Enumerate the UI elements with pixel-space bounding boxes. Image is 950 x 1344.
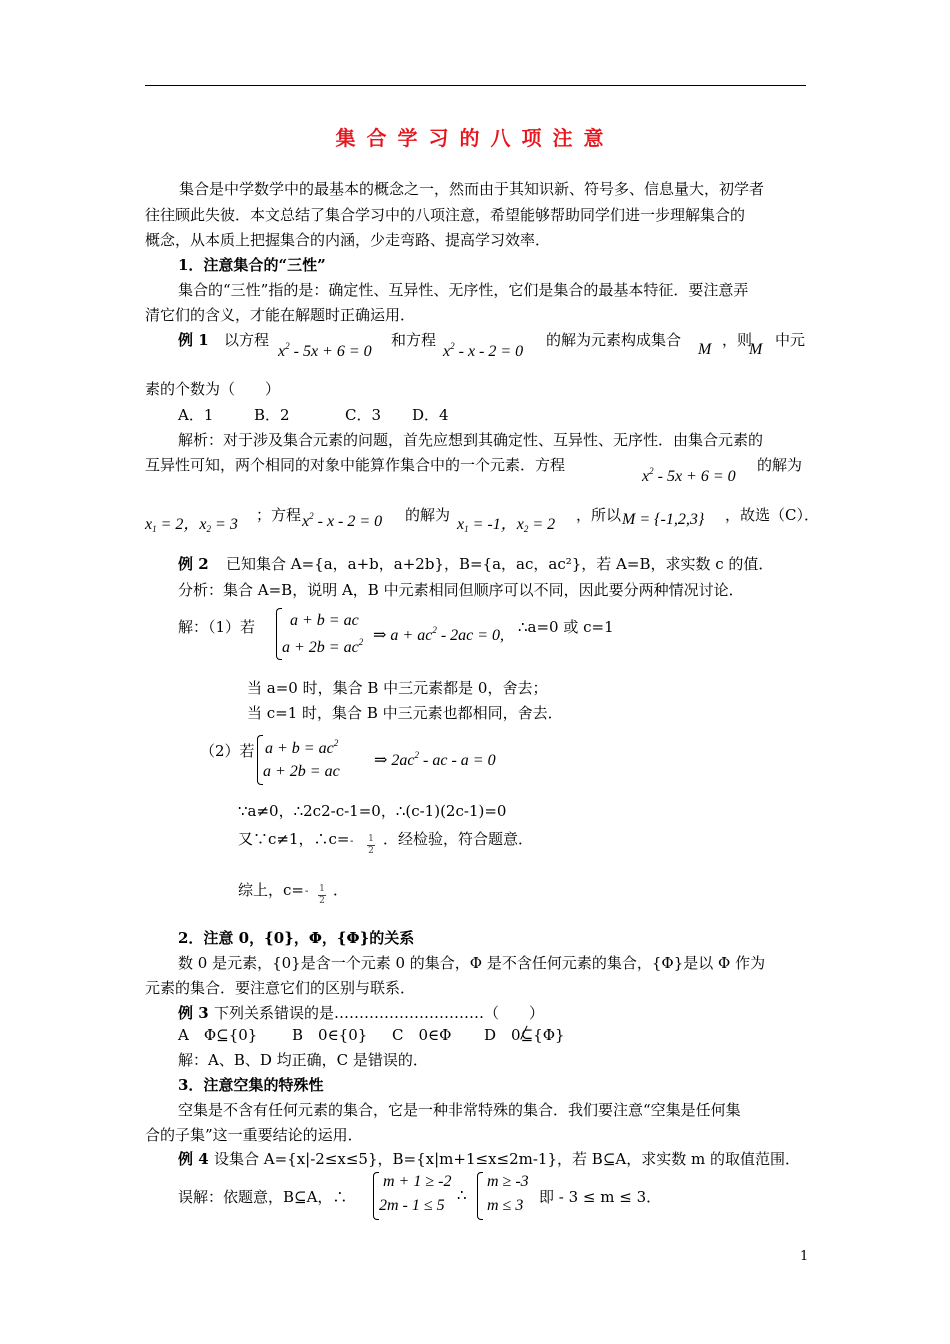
case1-eq-1: a + b = ac [290, 612, 359, 629]
section-3-heading: 3．注意空集的特殊性 [178, 1076, 324, 1094]
ex3-option-c: C 0∈Φ [392, 1026, 452, 1044]
wrong-eq-3: m ≥ -3 [487, 1173, 529, 1190]
ex1-option-b: B．2 [254, 406, 290, 424]
ex1-answer-text: ，所以 [576, 506, 622, 524]
summary-b: ． [333, 881, 349, 899]
section-2-heading: 2．注意 0，{0}，Φ，{Φ}的关系 [178, 929, 415, 947]
ex1-equation-1: $x^2 - 5x + 6 = 0$ [278, 341, 372, 360]
wrong-eq-2: 2m - 1 ≤ 5 [379, 1197, 445, 1214]
intro-line-2: 往往顾此失彼．本文总结了集合学习中的八项注意，希望能够帮助同学们进一步理解集合的 [145, 206, 746, 224]
intro-line-1: 集合是中学数学中的最基本的概念之一，然而由于其知识新、符号多、信息量大，初学者 [179, 180, 765, 198]
header-rule [145, 85, 806, 86]
wrong-eq-4: m ≤ 3 [487, 1197, 524, 1214]
set-M-symbol: M [749, 341, 763, 358]
fraction-one-half: 1 2 [368, 834, 374, 856]
intro-line-3: 概念，从本质上把握集合的内涵，少走弯路、提高学习效率． [145, 231, 551, 249]
s3-para-2: 合的子集”这一重要结论的运用． [145, 1126, 363, 1144]
ex4-text: 设集合 A={x|-2≤x≤5}，B={x|m+1≤x≤2m-1}，若 B⊆A，求实数 m 的取值范围． [214, 1150, 800, 1168]
page-number: 1 [800, 1249, 809, 1264]
case1-note-1: 当 a=0 时，集合 B 中三元素都是 0，舍去； [247, 679, 548, 697]
case2-label: （2）若 [200, 742, 255, 760]
ex1-text-d: ，则 [722, 331, 753, 349]
case2-line-2b: ．经检验，符合题意． [383, 830, 534, 848]
case1-implication: ⇒ $a + ac^2 - 2ac = 0$, [373, 625, 505, 644]
case2-line-2a: 又∵c≠1，∴c= [238, 830, 350, 848]
case1-note-2: 当 c=1 时，集合 B 中三元素也都相同，舍去． [247, 704, 563, 722]
wrong-solution-label: 误解：依题意，B⊆A，∴ [178, 1188, 348, 1206]
s1-para-1: 集合的“三性”指的是：确定性、互异性、无序性，它们是集合的最基本特征．要注意弄 [178, 281, 749, 299]
ex1-roots-1: $x_1 = 2$，$x_2 = 3$ [145, 516, 238, 534]
s2-para-1: 数 0 是元素，{0}是含一个元素 0 的集合，Φ 是不含任何元素的集合，{Φ}是以 Φ 作为 [178, 954, 766, 972]
ex3-answer: 解：A、B、D 均正确，C 是错误的． [178, 1051, 428, 1069]
ex1-answer-line-1: 解析：对于涉及集合元素的问题，首先应想到其确定性、互异性、无序性．由集合元素的 [178, 431, 764, 449]
minus-sign: - [350, 836, 354, 847]
example-4-label: 例 4 [178, 1150, 209, 1168]
case2-eq-1: $a + b = ac^2$ [265, 738, 339, 757]
ex2-text: 已知集合 A={a，a+b，a+2b}，B={a，ac，ac²}，若 A=B，求实数 c 的值． [226, 555, 774, 573]
not-subset-symbol: ⊆ [520, 1026, 534, 1044]
page-title: 集合学习的八项注意 [335, 126, 615, 150]
ex3-text: 下列关系错误的是…………………………（ ） [214, 1004, 545, 1022]
fraction-one-half: 1 2 [319, 884, 325, 906]
case1-eq-2: $a + 2b = ac^2$ [282, 637, 364, 656]
ex1-set-result: M = {-1,2,3} [622, 511, 705, 528]
set-M-symbol: M [698, 341, 712, 358]
s1-para-2: 清它们的含义，才能在解题时正确运用． [145, 306, 416, 324]
ex1-text-b: 和方程 [391, 331, 437, 349]
section-1-heading: 1．注意集合的“三性” [178, 256, 326, 274]
therefore-sign: ∴ [457, 1186, 467, 1204]
ex2-analysis: 分析：集合 A=B，说明 A，B 中元素相同但顺序可以不同，因此要分两种情况讨论． [178, 581, 744, 599]
ex1-option-d: D．4 [412, 406, 449, 424]
system-brace [477, 1172, 483, 1220]
example-3-label: 例 3 [178, 1004, 209, 1022]
ex1-answer-line-2: 互异性可知，两个相同的对象中能算作集合中的一个元素．方程 [145, 456, 566, 474]
ex1-answer-text: ；方程 [256, 506, 302, 524]
ex1-roots-2: $x_1 = -1$，$x_2 = 2$ [457, 516, 556, 534]
example-2-label: 例 2 [178, 555, 209, 573]
ex1-answer-text: 的解为 [405, 506, 451, 524]
ex1-text-e: 中元 [775, 331, 806, 349]
ex1-text-a: 以方程 [224, 331, 270, 349]
wrong-eq-1: m + 1 ≥ -2 [383, 1173, 452, 1190]
ex3-option-a: A Φ⊆{0} [178, 1026, 258, 1044]
case2-implication: ⇒ $2ac^2$ - ac - a = 0 [374, 750, 496, 769]
ex1-equation-2: $x^2 - x - 2 = 0$ [443, 341, 524, 360]
ex3-option-b: B 0∈{0} [292, 1026, 368, 1044]
summary-a: 综上，c= [238, 881, 304, 899]
example-1-label: 例 1 [178, 331, 209, 349]
ex1-answer-text: 的解为 [757, 456, 803, 474]
s3-para-1: 空集是不含有任何元素的集合，它是一种非常特殊的集合．我们要注意“空集是任何集 [178, 1101, 741, 1119]
case2-line-1: ∵a≠0，∴2c2-c-1=0，∴(c-1)(2c-1)=0 [238, 802, 507, 820]
ex2-solution-label: 解：（1）若 [178, 618, 256, 636]
ex1-option-a: A．1 [178, 406, 214, 424]
ex1-answer-choice: ，故选（C）． [725, 506, 819, 524]
ex1-text-f: 素的个数为（ ） [145, 380, 281, 398]
s2-para-2: 元素的集合．要注意它们的区别与联系． [145, 979, 416, 997]
ex1-text-c: 的解为元素构成集合 [546, 331, 682, 349]
ex1-answer-equation: $x^2 - 5x + 6 = 0$ [642, 466, 736, 485]
ex1-option-c: C．3 [345, 406, 382, 424]
case1-result: ∴a=0 或 c=1 [518, 618, 614, 636]
ex3-option-d: D 0⊆{Φ} [484, 1026, 565, 1044]
wrong-result: 即 - 3 ≤ m ≤ 3． [539, 1188, 662, 1206]
minus-sign: - [305, 886, 309, 897]
case2-eq-2: a + 2b = ac [263, 763, 340, 780]
ex1-answer-equation-2: $x^2 - x - 2 = 0$ [302, 511, 383, 530]
